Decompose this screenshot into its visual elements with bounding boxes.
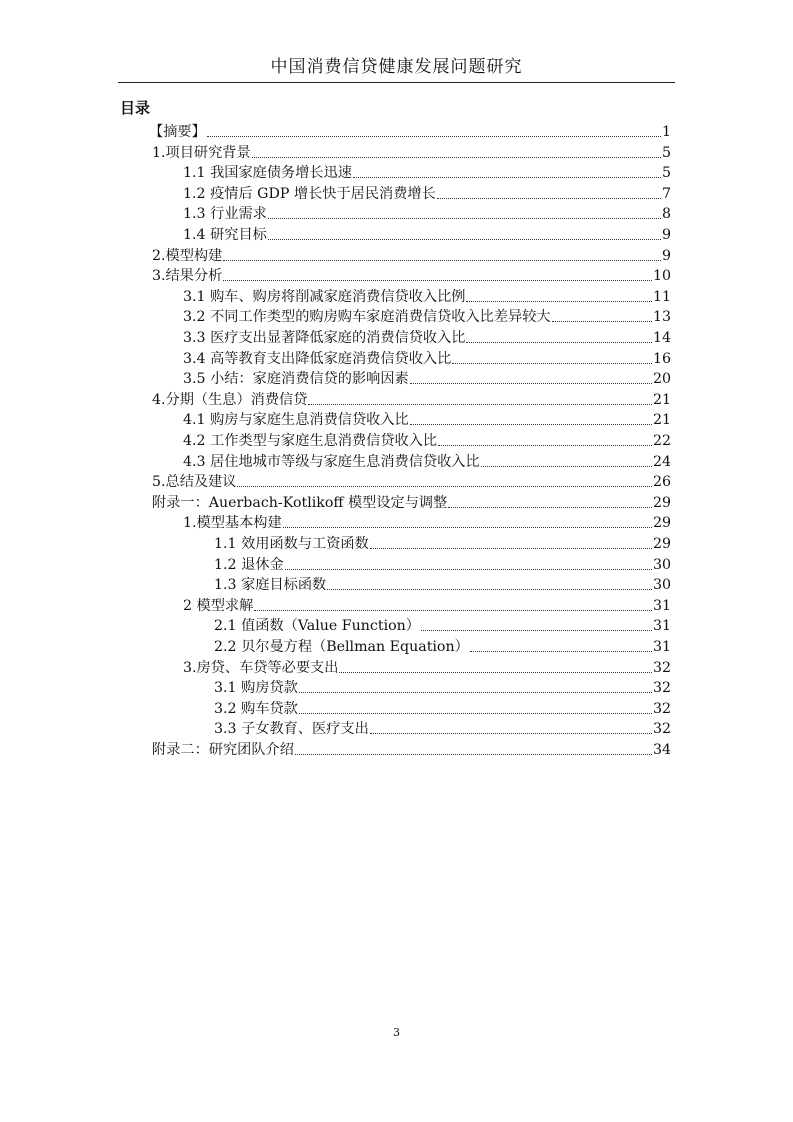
toc-entry-label: 2.模型构建 bbox=[152, 247, 223, 264]
toc-entry-label: 1.模型基本构建 bbox=[183, 515, 282, 532]
toc-entry-label: 1.1 我国家庭债务增长迅速 bbox=[183, 165, 352, 182]
toc-entry-page: 13 bbox=[652, 309, 671, 326]
leader-dots bbox=[339, 672, 652, 673]
toc-entry[interactable] bbox=[183, 367, 671, 388]
toc-entry-label: 3.2 购车贷款 bbox=[214, 700, 298, 717]
toc-entry-label: 3.房贷、车贷等必要支出 bbox=[183, 659, 339, 676]
leader-dots bbox=[207, 136, 661, 137]
leader-dots bbox=[438, 445, 652, 446]
toc-entry-page: 30 bbox=[652, 556, 671, 573]
leader-dots bbox=[254, 610, 652, 611]
toc-entry-page: 22 bbox=[652, 433, 671, 449]
toc-entry-label: 4.2 工作类型与家庭生息消费信贷收入比 bbox=[183, 433, 438, 449]
toc-entry-page: 32 bbox=[652, 721, 671, 738]
leader-dots bbox=[481, 466, 652, 467]
toc-entry-page: 26 bbox=[652, 474, 671, 491]
toc-entry[interactable] bbox=[214, 553, 671, 574]
leader-dots bbox=[283, 527, 652, 528]
leader-dots bbox=[370, 548, 652, 549]
toc-entry-page: 29 bbox=[652, 536, 671, 552]
leader-dots bbox=[237, 486, 651, 487]
toc-entry[interactable] bbox=[214, 532, 671, 553]
leader-dots bbox=[295, 754, 652, 755]
toc-entry-page: 34 bbox=[652, 742, 671, 758]
leader-dots bbox=[252, 157, 661, 158]
toc-entry-label: 3.5 小结：家庭消费信贷的影响因素 bbox=[183, 371, 409, 388]
leader-dots bbox=[370, 733, 652, 734]
toc-entry[interactable] bbox=[214, 635, 671, 656]
toc-entry-label: 1.2 退休金 bbox=[214, 556, 284, 573]
toc-entry[interactable] bbox=[183, 161, 671, 182]
leader-dots bbox=[470, 651, 652, 652]
leader-dots bbox=[353, 177, 661, 178]
toc-entry-page: 29 bbox=[652, 494, 671, 511]
toc-title: 目录 bbox=[120, 99, 151, 117]
toc-entry-page: 20 bbox=[652, 371, 671, 388]
toc-entry-label: 2.2 贝尔曼方程（Bellman Equation） bbox=[214, 639, 469, 655]
leader-dots bbox=[285, 569, 652, 570]
toc-entry-label: 3.结果分析 bbox=[152, 268, 223, 285]
running-header: 中国消费信贷健康发展问题研究 bbox=[118, 52, 675, 83]
toc-entry[interactable] bbox=[152, 491, 671, 512]
toc-entry[interactable] bbox=[183, 202, 671, 223]
toc-entry-page: 21 bbox=[652, 391, 671, 408]
toc-entry-page: 31 bbox=[652, 639, 671, 655]
toc-entry[interactable] bbox=[152, 470, 671, 491]
leader-dots bbox=[223, 260, 661, 261]
toc-entry-page: 29 bbox=[652, 515, 671, 532]
toc-entry[interactable] bbox=[183, 408, 671, 429]
leader-dots bbox=[268, 218, 661, 219]
leader-dots bbox=[327, 589, 652, 590]
toc-entry-page: 16 bbox=[652, 350, 671, 367]
toc-entry[interactable] bbox=[152, 738, 671, 759]
toc-entry-page: 21 bbox=[652, 412, 671, 429]
toc-entry-page: 32 bbox=[652, 680, 671, 697]
toc-entry-label: 2.1 值函数（Value Function） bbox=[214, 618, 420, 635]
toc-entry[interactable] bbox=[214, 573, 671, 594]
toc-entry-label: 4.1 购房与家庭生息消费信贷收入比 bbox=[183, 412, 409, 429]
toc-entry[interactable] bbox=[152, 388, 671, 409]
toc-entry-label: 【摘要】 bbox=[149, 124, 206, 140]
toc-entry-label: 1.1 效用函数与工资函数 bbox=[214, 536, 369, 552]
toc-entry-label: 附录二：研究团队介绍 bbox=[152, 742, 294, 758]
toc-entry-label: 3.3 医疗支出显著降低家庭的消费信贷收入比 bbox=[183, 330, 466, 346]
leader-dots bbox=[410, 424, 652, 425]
toc-entry[interactable] bbox=[214, 717, 671, 738]
toc-entry-label: 1.3 行业需求 bbox=[183, 206, 267, 223]
toc-entry-label: 1.项目研究背景 bbox=[152, 144, 251, 161]
toc-entry-page: 31 bbox=[652, 597, 671, 614]
toc-entry[interactable] bbox=[152, 244, 671, 265]
toc-entry-label: 4.分期（生息）消费信贷 bbox=[152, 391, 308, 408]
toc-entry-label: 1.2 疫情后 GDP 增长快于居民消费增长 bbox=[183, 185, 436, 202]
toc-entry-label: 3.3 子女教育、医疗支出 bbox=[214, 721, 369, 738]
toc-entry-page: 11 bbox=[652, 288, 671, 305]
leader-dots bbox=[466, 301, 651, 302]
toc-entry-page: 5 bbox=[661, 144, 671, 161]
leader-dots bbox=[466, 342, 651, 343]
toc-entry-label: 2 模型求解 bbox=[183, 597, 254, 614]
leader-dots bbox=[308, 404, 652, 405]
toc-entry[interactable] bbox=[214, 676, 671, 697]
toc-entry-label: 3.4 高等教育支出降低家庭消费信贷收入比 bbox=[183, 350, 452, 367]
toc-entry-page: 9 bbox=[661, 247, 671, 264]
toc-entry-page: 32 bbox=[652, 700, 671, 717]
toc-entry-label: 4.3 居住地城市等级与家庭生息消费信贷收入比 bbox=[183, 453, 480, 470]
toc-entry-label: 3.2 不同工作类型的购房购车家庭消费信贷收入比差异较大 bbox=[183, 309, 551, 326]
leader-dots bbox=[268, 239, 661, 240]
toc-entry-page: 30 bbox=[652, 577, 671, 594]
toc-entry[interactable] bbox=[214, 697, 671, 718]
toc-entry[interactable] bbox=[183, 326, 671, 347]
toc-entry-label: 3.1 购房贷款 bbox=[214, 680, 298, 697]
toc-entry-page: 9 bbox=[661, 227, 671, 243]
leader-dots bbox=[552, 321, 652, 322]
leader-dots bbox=[437, 198, 661, 199]
toc-entry[interactable] bbox=[183, 182, 671, 203]
toc-entry-page: 32 bbox=[652, 659, 671, 676]
leader-dots bbox=[223, 280, 652, 281]
toc-entry[interactable] bbox=[152, 141, 671, 162]
toc-entry-page: 31 bbox=[652, 618, 671, 635]
toc-entry-page: 7 bbox=[661, 185, 671, 202]
leader-dots bbox=[421, 630, 652, 631]
toc-entry[interactable] bbox=[183, 223, 671, 244]
toc-entry[interactable] bbox=[183, 511, 671, 532]
toc-entry-label: 附录一：Auerbach-Kotlikoff 模型设定与调整 bbox=[152, 494, 448, 511]
toc-entry-page: 5 bbox=[661, 165, 671, 182]
toc-entry[interactable] bbox=[149, 120, 671, 141]
toc-entry[interactable] bbox=[183, 429, 671, 450]
leader-dots bbox=[410, 383, 652, 384]
toc-entry-label: 1.4 研究目标 bbox=[183, 227, 267, 243]
toc-entry[interactable] bbox=[183, 450, 671, 471]
leader-dots bbox=[299, 692, 652, 693]
toc-entry-page: 1 bbox=[661, 124, 671, 140]
toc-entry[interactable] bbox=[183, 347, 671, 368]
toc-entry[interactable] bbox=[214, 614, 671, 635]
toc-entry-label: 5.总结及建议 bbox=[152, 474, 237, 491]
leader-dots bbox=[452, 363, 652, 364]
toc-entry[interactable] bbox=[152, 264, 671, 285]
toc-entry-page: 24 bbox=[652, 453, 671, 470]
toc-entry-page: 10 bbox=[652, 268, 671, 285]
leader-dots bbox=[448, 507, 652, 508]
toc-entry-page: 8 bbox=[661, 206, 671, 223]
toc-entry[interactable] bbox=[183, 594, 671, 615]
toc-entry-label: 3.1 购车、购房将削减家庭消费信贷收入比例 bbox=[183, 288, 466, 305]
toc-entry[interactable] bbox=[183, 285, 671, 306]
toc-entry[interactable] bbox=[183, 656, 671, 677]
toc-entry-page: 14 bbox=[652, 330, 671, 346]
toc-entry[interactable] bbox=[183, 305, 671, 326]
page-number: 3 bbox=[393, 1026, 400, 1039]
toc-entry-label: 1.3 家庭目标函数 bbox=[214, 577, 327, 594]
leader-dots bbox=[299, 713, 652, 714]
